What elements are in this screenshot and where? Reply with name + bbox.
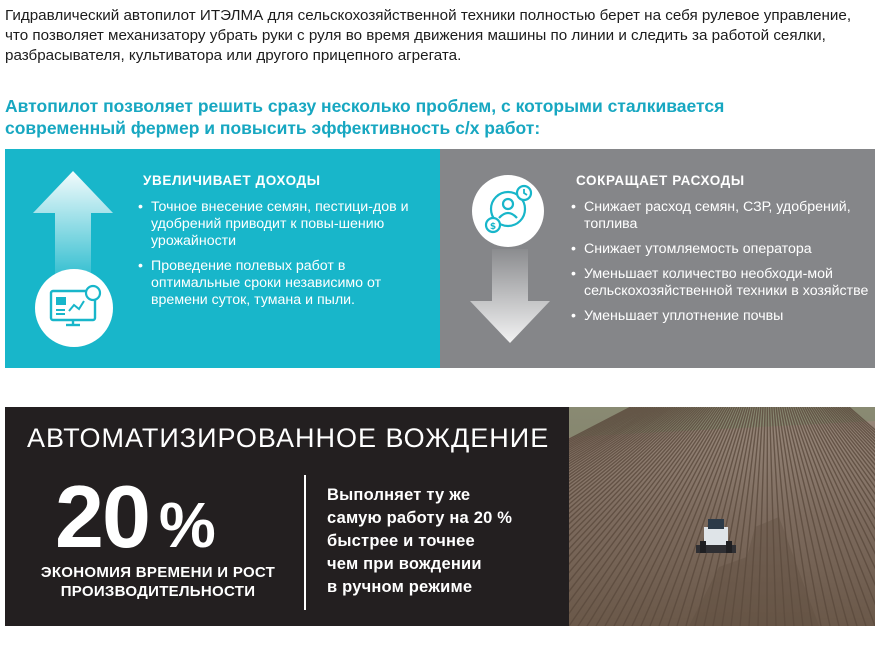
costs-panel — [440, 149, 875, 368]
desc-line: чем при вождении — [327, 555, 482, 573]
headline-line-1: Автопилот позволяет решить сразу несколько проблем, с которыми сталкивается — [5, 96, 725, 116]
desc-line: Выполняет ту же — [327, 486, 471, 504]
list-item: • Снижает утомляемость оператора — [571, 241, 871, 258]
automation-description — [327, 484, 567, 599]
automation-title: АВТОМАТИЗИРОВАННОЕ ВОЖДЕНИЕ — [27, 423, 550, 453]
costs-list — [571, 199, 871, 333]
divider — [304, 475, 306, 610]
stat-caption — [23, 563, 293, 601]
list-item: • Точное внесение семян, пестици-дов и удобрений приводит к повы-шению урожайности — [138, 199, 428, 250]
list-item: • Проведение полевых работ в оптимальные сроки независимо от времени суток, тумана и пыли. — [138, 258, 428, 309]
income-title: УВЕЛИЧИВАЕТ ДОХОДЫ — [143, 173, 321, 188]
list-item: • Снижает расход семян, СЗР, удобрений, топлива — [571, 199, 871, 233]
caption-line-1: ЭКОНОМИЯ ВРЕМЕНИ И РОСТ — [40, 564, 276, 581]
income-list — [138, 199, 428, 317]
big-percent: % — [158, 489, 214, 561]
tractor-field-photo — [569, 407, 875, 626]
desc-line: в ручном режиме — [327, 578, 473, 596]
costs-title: СОКРАЩАЕТ РАСХОДЫ — [576, 173, 745, 188]
section-headline — [5, 95, 875, 139]
headline-line-2: современный фермер и повысить эффективность с/х работ: — [5, 118, 541, 138]
list-item: • Уменьшает уплотнение почвы — [571, 308, 871, 325]
desc-line: самую работу на 20 % — [327, 509, 513, 527]
intro-paragraph: Гидравлический автопилот ИТЭЛМА для сельскохозяйственной техники полностью берет на себя рулевое управление, что позволяет механизатору убрать руки с руля во время движения машины по линии и следить за работой сеялки, разбрасывателя, культиватора или другого прицепного агрегата. — [5, 7, 852, 64]
big-number: 20 — [55, 467, 149, 566]
list-item: • Уменьшает количество необходи-мой сельскохозяйственной техники в хозяйстве — [571, 266, 871, 300]
desc-line: быстрее и точнее — [327, 532, 475, 550]
person-money-clock-icon — [470, 173, 546, 249]
arrow-down-icon — [470, 249, 550, 343]
income-panel — [5, 149, 440, 368]
monitor-dashboard-icon — [33, 267, 115, 349]
svg-text:$: $ — [489, 222, 497, 232]
caption-line-2: ПРОИЗВОДИТЕЛЬНОСТИ — [60, 583, 256, 600]
big-stat — [55, 467, 214, 575]
automation-banner — [5, 407, 569, 626]
